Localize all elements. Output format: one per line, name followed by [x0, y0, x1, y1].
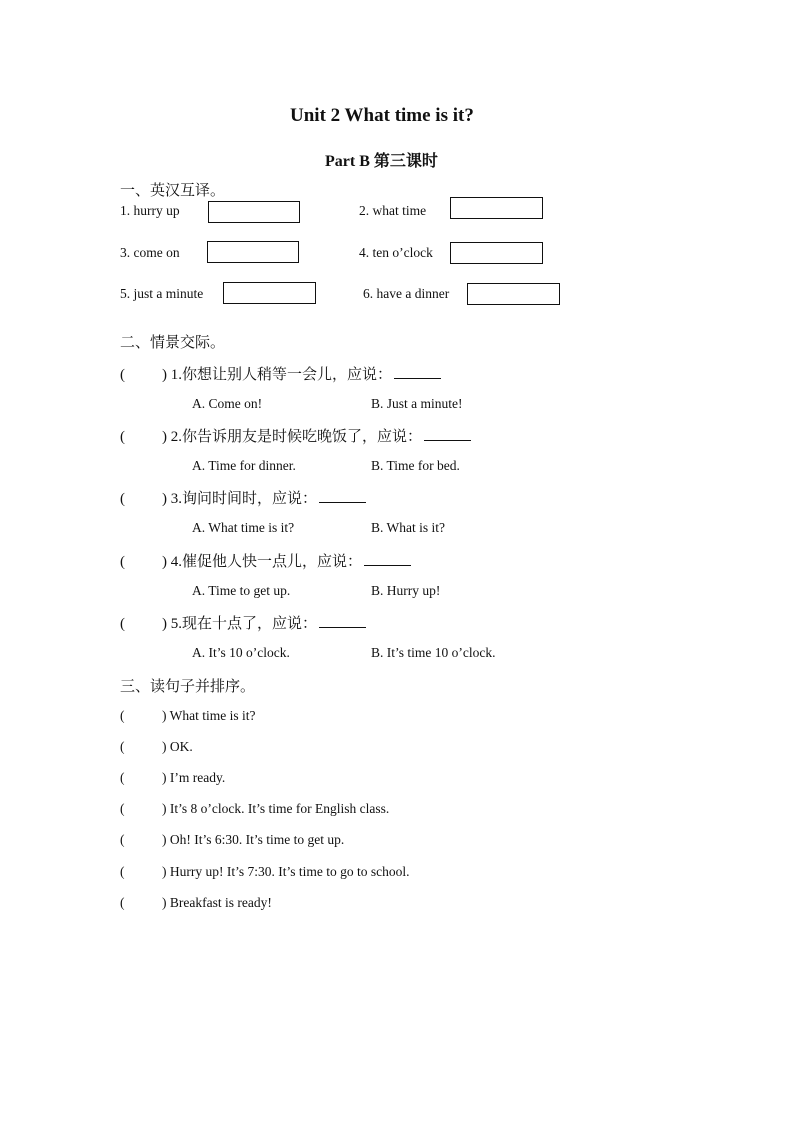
sentence-text: What time is it?	[169, 708, 256, 723]
sentence-text: Hurry up! It’s 7:30. It’s time to go to school.	[169, 864, 410, 879]
question-text: 4.催促他人快一点儿，应说：	[170, 554, 363, 570]
answer-box-3[interactable]	[207, 241, 299, 263]
option-b: B. Just a minute!	[371, 396, 463, 411]
term-2: 2. what time	[359, 203, 427, 218]
order-paren[interactable]: (	[120, 832, 125, 847]
sentence-text: Breakfast is ready!	[169, 895, 272, 910]
sentence-text: OK.	[169, 739, 193, 754]
question-text: 2.你告诉朋友是时候吃晚饭了，应说：	[170, 429, 423, 445]
question-2: ( ) 2.你告诉朋友是时候吃晚饭了，应说：	[120, 425, 471, 446]
sentence-row: ( ) Hurry up! It’s 7:30. It’s time to go to school.	[120, 864, 410, 879]
sentence-row: ( ) OK.	[120, 739, 193, 754]
answer-paren[interactable]: (	[120, 429, 125, 445]
sentence-text: It’s 8 o’clock. It’s time for English class.	[169, 801, 390, 816]
answer-blank[interactable]	[394, 377, 441, 379]
question-3: ( ) 3.询问时间时，应说：	[120, 487, 366, 508]
answer-blank[interactable]	[364, 564, 411, 566]
option-b: B. What is it?	[371, 520, 445, 535]
sentence-text: Oh! It’s 6:30. It’s time to get up.	[169, 832, 345, 847]
option-a: A. What time is it?	[192, 520, 295, 535]
question-4: ( ) 4.催促他人快一点儿，应说：	[120, 550, 411, 571]
option-b: B. It’s time 10 o’clock.	[371, 645, 496, 660]
answer-blank[interactable]	[319, 626, 366, 628]
sentence-text: I’m ready.	[169, 770, 226, 785]
answer-box-6[interactable]	[467, 283, 560, 305]
answer-paren[interactable]: (	[120, 616, 125, 632]
answer-blank[interactable]	[319, 501, 366, 503]
sentence-row: ( ) I’m ready.	[120, 770, 226, 785]
term-5: 5. just a minute	[120, 286, 204, 301]
term-6: 6. have a dinner	[363, 286, 450, 301]
order-paren[interactable]: (	[120, 895, 125, 910]
sentence-row: ( ) It’s 8 o’clock. It’s time for English class.	[120, 801, 390, 816]
term-3: 3. come on	[120, 245, 180, 260]
option-a: A. Time to get up.	[192, 583, 291, 598]
answer-paren[interactable]: (	[120, 491, 125, 507]
answer-box-4[interactable]	[450, 242, 543, 264]
sentence-row: ( ) What time is it?	[120, 708, 256, 723]
option-a: A. It’s 10 o’clock.	[192, 645, 290, 660]
answer-blank[interactable]	[424, 439, 471, 441]
option-a: A. Come on!	[192, 396, 263, 411]
answer-paren[interactable]: (	[120, 367, 125, 383]
order-paren[interactable]: (	[120, 864, 125, 879]
page-title: Unit 2 What time is it?	[290, 105, 474, 126]
order-paren[interactable]: (	[120, 770, 125, 785]
question-1: ( ) 1.你想让别人稍等一会儿，应说：	[120, 363, 441, 384]
section-1-heading: 一、英汉互译。	[120, 183, 226, 199]
option-b: B. Hurry up!	[371, 583, 441, 598]
answer-box-1[interactable]	[208, 201, 300, 223]
sentence-row: ( ) Oh! It’s 6:30. It’s time to get up.	[120, 832, 345, 847]
order-paren[interactable]: (	[120, 801, 125, 816]
term-1: 1. hurry up	[120, 203, 180, 218]
answer-paren[interactable]: (	[120, 554, 125, 570]
order-paren[interactable]: (	[120, 708, 125, 723]
option-a: A. Time for dinner.	[192, 458, 296, 473]
question-5: ( ) 5.现在十点了，应说：	[120, 612, 366, 633]
section-3-heading: 三、读句子并排序。	[120, 679, 256, 695]
question-text: 5.现在十点了，应说：	[170, 616, 318, 632]
answer-box-2[interactable]	[450, 197, 543, 219]
answer-box-5[interactable]	[223, 282, 316, 304]
question-text: 3.询问时间时，应说：	[170, 491, 318, 507]
sentence-row: ( ) Breakfast is ready!	[120, 895, 272, 910]
page-subtitle: Part B 第三课时	[325, 153, 438, 170]
order-paren[interactable]: (	[120, 739, 125, 754]
section-2-heading: 二、情景交际。	[120, 335, 226, 351]
option-b: B. Time for bed.	[371, 458, 460, 473]
term-4: 4. ten o’clock	[359, 245, 433, 260]
question-text: 1.你想让别人稍等一会儿，应说：	[170, 367, 393, 383]
